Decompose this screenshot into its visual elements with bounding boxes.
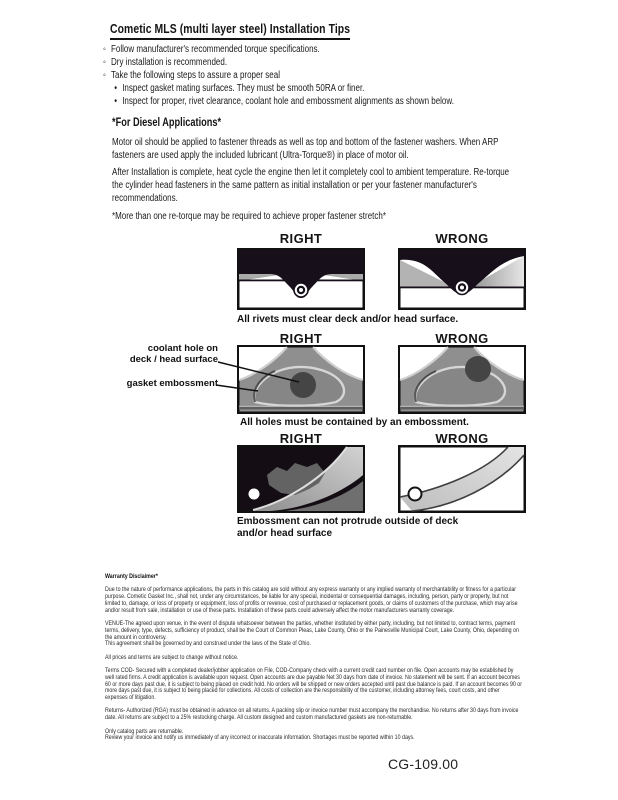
callout-text: coolant hole on — [147, 343, 218, 354]
page-title — [110, 21, 350, 40]
embossment-containment-wrong-diagram — [398, 345, 526, 414]
caption-line: Embossment can not protrude outside of deck — [237, 516, 459, 527]
figure2-caption: All holes must be contained by an embossment. — [240, 417, 469, 428]
diesel-paragraph: *More than one re-torque may be required to achieve proper fastener stretch* — [112, 211, 386, 222]
warranty-disclaimer-heading: Warranty Disclaimer* — [105, 573, 158, 580]
hollow-bullet-icon: ◦ — [103, 56, 106, 68]
legal-paragraph: VENUE-The agreed upon venue, in the event of dispute whatsoever between the parties, whether instituted by either party, including, but not limited to, contract terms, payment terms, delivery, type, defects, sufficiency of product, shall be the Court of Common Pleas, Lake County, Ohio or the Painesville Municipal Court, Lake County, Ohio, depending on the amount in controversy. — [105, 619, 519, 641]
coolant-hole-callout-label — [78, 343, 218, 365]
figure2-right-label: RIGHT — [279, 331, 323, 346]
page-code: CG-109.00 — [388, 756, 459, 772]
list-item-text: Inspect gasket mating surfaces. They must be smooth 50RA or finer. — [122, 82, 365, 94]
callout-text: deck / head surface — [129, 354, 218, 365]
solid-bullet-icon: • — [114, 95, 118, 107]
diesel-applications-heading: *For Diesel Applications* — [112, 117, 222, 129]
rivet-clearance-right-diagram — [237, 248, 365, 310]
gasket-embossment-callout-label: gasket embossment — [126, 378, 218, 389]
figure1-caption: All rivets must clear deck and/or head surface. — [237, 314, 459, 325]
figure3-wrong-label: WRONG — [435, 431, 489, 446]
hollow-bullet-icon: ◦ — [103, 69, 106, 81]
page-title-text: Cometic MLS (multi layer steel) Installation Tips — [110, 21, 350, 40]
list-item-text: Take the following steps to assure a proper seal — [111, 69, 280, 81]
installation-tips-list — [103, 44, 583, 109]
legal-paragraph: Review your invoice and notify us immediately of any incorrect or inaccurate information. Shortages must be reported within 10 days. — [105, 734, 415, 742]
list-item-text: Follow manufacturer's recommended torque specifications. — [111, 44, 320, 55]
diesel-paragraph: After Installation is complete, heat cycle the engine then let it completely cool to ambient temperature. Re-torque the cylinder head fasteners in the same pattern as initial installation or per your fastener manufacturer's recommendations. — [112, 167, 510, 205]
diesel-paragraph: Motor oil should be applied to fastener threads as well as top and bottom of the fastener washers. When ARP fasteners are used apply the included lubricant (Ultra-Torque®) in place of motor oil. — [112, 137, 499, 162]
hollow-bullet-icon: ◦ — [103, 44, 106, 55]
list-item — [103, 70, 583, 83]
list-item-text: Inspect for proper, rivet clearance, coolant hole and embossment alignments as shown below. — [122, 95, 454, 107]
warranty-disclaimer-section — [105, 574, 523, 742]
legal-paragraph: Returns- Authorized (RGA) must be obtained in advance on all returns. A packing slip or invoice number must accompany the merchandise. No returns after 30 days from invoice date. All returns are subject to a 25% restocking charge. All custom designed and custom manufactured gaskets are non-returnable. — [105, 707, 519, 722]
list-item — [103, 83, 583, 96]
list-item — [103, 96, 583, 109]
list-item-text: Dry installation is recommended. — [111, 56, 228, 68]
figure1-wrong-label: WRONG — [435, 231, 489, 246]
embossment-protrusion-wrong-diagram — [398, 445, 526, 513]
legal-paragraph: All prices and terms are subject to change without notice. — [105, 653, 239, 661]
solid-bullet-icon: • — [114, 82, 118, 94]
figure1-right-label: RIGHT — [279, 231, 323, 246]
list-item — [103, 44, 583, 57]
list-item — [103, 57, 583, 70]
legal-paragraph: This agreement shall be governed by and construed under the laws of the State of Ohio. — [105, 640, 311, 648]
legal-paragraph: Due to the nature of performance applications, the parts in this catalog are sold without any express warranty or any implied warranty of merchantability or fitness for a particular purpose. Cometic Gasket Inc., shall not, under any circumstances, be liable for any special, incidental or consequential damages, including, person, party or property, but not limited to, damage, or loss of property or equipment, loss of profits or revenue, cost of purchased or replacement goods, or claims of customers of the purchase, which may arise and/or result from sale, installation or use of these parts. Installation of these parts could adversely affect the motor manufacturers warranty coverage. — [105, 586, 518, 614]
figure3-caption — [237, 516, 458, 540]
caption-line: and/or head surface — [237, 528, 333, 539]
callout-leader-lines — [200, 350, 320, 405]
embossment-protrusion-right-diagram — [237, 445, 365, 513]
legal-paragraph: Only catalog parts are returnable. — [105, 727, 184, 735]
figure3-right-label: RIGHT — [279, 431, 323, 446]
figure2-wrong-label: WRONG — [435, 331, 489, 346]
rivet-clearance-wrong-diagram — [398, 248, 526, 310]
legal-paragraph: Terms COD- Secured with a completed dealer/jobber application on File, COD-Company check with a current credit card number on file. Open accounts may be established by well rated firms. A credit application is available upon request. Open accounts are due payable Net 30 days from date of invoice. No statement will be sent. If an account becomes 60 or more days past due, it is subject to being placed on credit hold. No orders will be shipped or new orders accepted until past due balance is paid. If an account becomes 90 or more days past due, it is subject to being placed for collections. All costs of collection are the responsibility of the customer, including attorney fees, court costs, and other expenses of litigation. — [105, 666, 522, 702]
